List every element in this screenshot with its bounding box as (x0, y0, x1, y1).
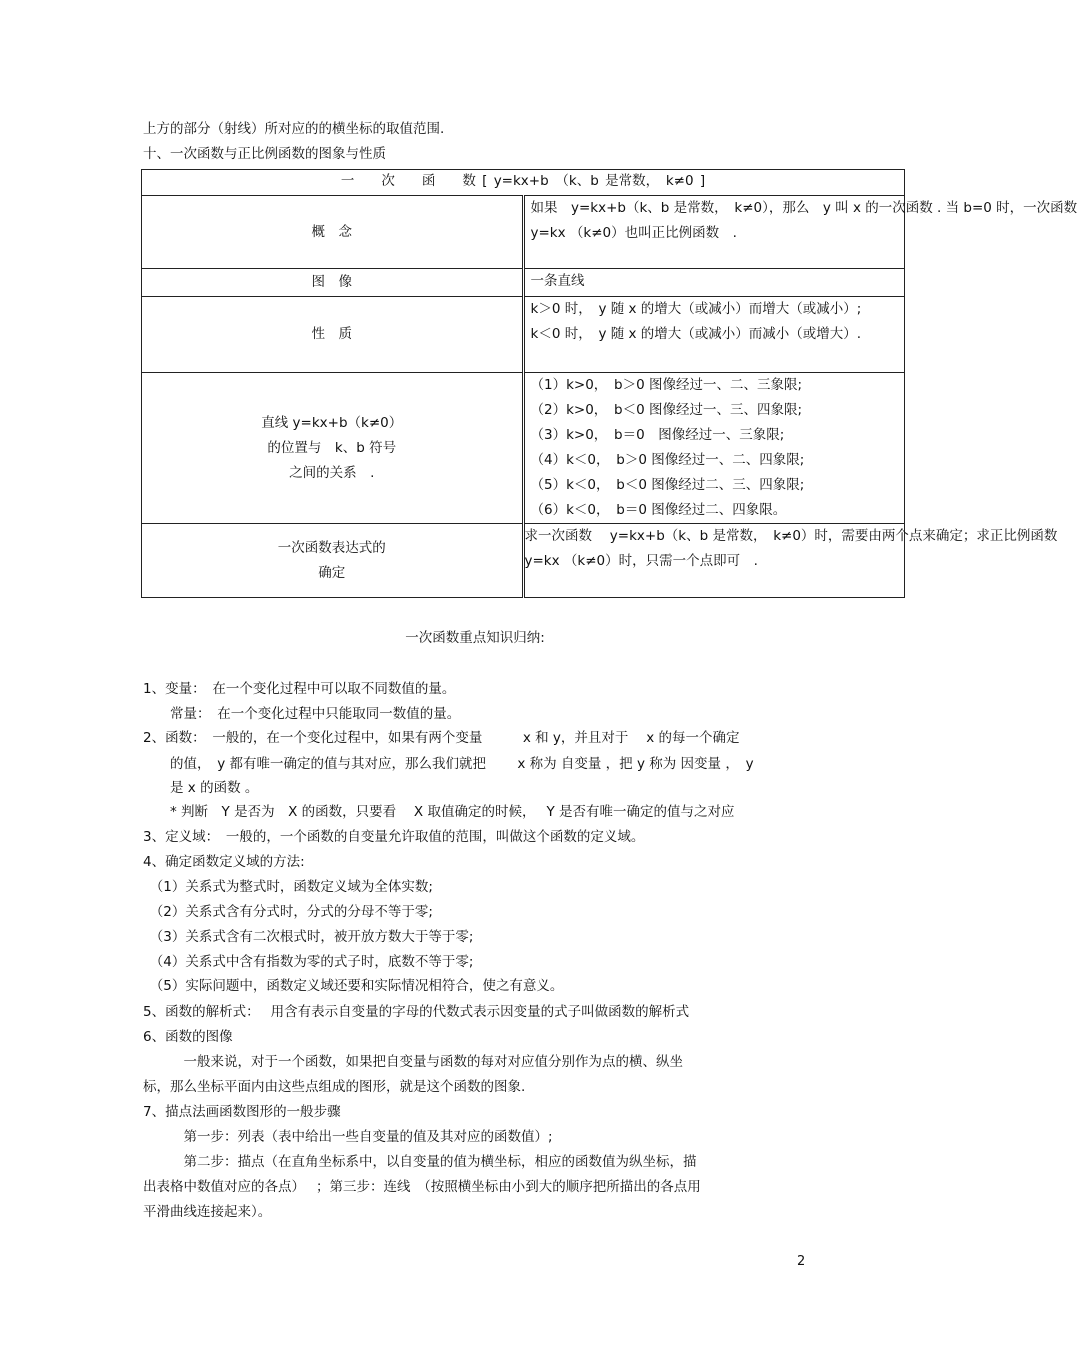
row-label-position (142, 373, 524, 524)
body-line-8: 4、确定函数定义域的方法: (143, 854, 305, 870)
expression-label-line-1: 一次函数表达式的 (277, 539, 386, 556)
row-label-graph: 图 像 (142, 269, 524, 297)
position-case-2: （2）k>0， b＜0 图像经过一、三、四象限; (530, 402, 803, 418)
table-row-graph (142, 269, 905, 297)
body-line-17: 标，那么坐标平面内由这些点组成的图形，就是这个函数的图象. (143, 1079, 526, 1095)
body-line-22: 平滑曲线连接起来）。 (143, 1204, 272, 1220)
expression-line-2: y=kx （k≠0）时，只需一个点即可 . (524, 553, 758, 569)
row-value-expression (523, 524, 1058, 598)
position-case-1: （1）k>0， b＞0 图像经过一、二、三象限; (530, 377, 803, 393)
property-line-1: k＞0 时， y 随 x 的增大（或减小）而增大（或减小）; (530, 301, 862, 317)
table-row-expression (142, 524, 905, 598)
body-line-14: 5、函数的解析式： 用含有表示自变量的字母的代数式表示因变量的式子叫做函数的解析式 (143, 1004, 690, 1020)
row-value-graph (523, 269, 905, 297)
property-line-2: k＜0 时， y 随 x 的增大（或减小）而减小（或增大）. (530, 326, 862, 342)
intro-line: 上方的部分（射线）所对应的的横坐标的取值范围. (143, 121, 445, 137)
position-case-4: （4）k＜0， b＞0 图像经过一、二、四象限; (530, 452, 805, 468)
body-line-1: 1、变量： 在一个变化过程中可以取不同数值的量。 (143, 681, 456, 697)
function-properties-table (141, 169, 1077, 598)
position-case-5: （5）k＜0， b＜0 图像经过二、三、四象限; (530, 477, 805, 493)
body-line-11: （3）关系式含有二次根式时，被开放方数大于等于零; (143, 929, 474, 945)
table-header: 一 次 函 数 [ y=kx+b （k、b 是常数， k≠0 ] (142, 170, 905, 196)
body-line-18: 7、描点法画函数图形的一般步骤 (143, 1104, 341, 1120)
row-label-expression (142, 524, 524, 598)
row-value-properties (523, 297, 905, 373)
body-line-12: （4）关系式中含有指数为零的式子时，底数不等于零; (143, 954, 474, 970)
position-case-3: （3）k>0， b＝0 图像经过一、三象限; (530, 427, 785, 443)
summary-title: 一次函数重点知识归纳: (405, 630, 545, 646)
position-case-6: （6）k＜0， b＝0 图像经过二、四象限。 (530, 502, 787, 518)
body-line-10: （2）关系式含有分式时，分式的分母不等于零; (143, 904, 433, 920)
table-row-position (142, 373, 905, 524)
concept-line-1: 如果 y=kx+b（k、b 是常数， k≠0），那么 y 叫 x 的一次函数 . 当 b=0 时，一次函数 (530, 200, 1077, 216)
body-line-9: （1）关系式为整式时，函数定义域为全体实数; (143, 879, 433, 895)
body-line-15: 6、函数的图像 (143, 1029, 233, 1045)
body-line-21: 出表格中数值对应的各点） ；第三步：连线 （按照横坐标由小到大的顺序把所描出的各点用 (143, 1179, 701, 1195)
page-number: 2 (797, 1254, 806, 1269)
concept-line-2: y=kx （k≠0）也叫正比例函数 . (530, 225, 737, 241)
body-line-19: 第一步：列表（表中给出一些自变量的值及其对应的函数值）; (143, 1129, 553, 1145)
body-line-7: 3、定义域： 一般的，一个函数的自变量允许取值的范围，叫做这个函数的定义域。 (143, 829, 645, 845)
body-line-3: 2、函数： 一般的，在一个变化过程中，如果有两个变量 x 和 y，并且对于 x 的每一个确定 (143, 730, 740, 746)
body-line-2: 常量： 在一个变化过程中只能取同一数值的量。 (143, 706, 461, 722)
position-label-line-1: 直线 y=kx+b（k≠0） (261, 414, 403, 431)
body-line-13: （5）实际问题中，函数定义域还要和实际情况相符合，使之有意义。 (143, 978, 564, 994)
row-value-concept (523, 196, 1077, 269)
body-line-5: 是 x 的函数 。 (143, 780, 259, 796)
expression-label-line-2: 确定 (318, 564, 346, 581)
body-line-16: 一般来说，对于一个函数，如果把自变量与函数的每对对应值分别作为点的横、纵坐 (143, 1054, 683, 1070)
body-line-20: 第二步：描点（在直角坐标系中，以自变量的值为横坐标，相应的函数值为纵坐标，描 (143, 1154, 697, 1170)
row-value-position (523, 373, 905, 524)
body-line-4: 的值， y 都有唯一确定的值与其对应，那么我们就把 x 称为 自变量 ，把 y 称为 因变量 ， y (143, 756, 754, 772)
table-row-properties (142, 297, 905, 373)
position-label-line-2: 的位置与 k、b 符号 (267, 439, 397, 456)
position-label-line-3: 之间的关系 . (289, 464, 375, 481)
body-line-6: * 判断 Y 是否为 X 的函数，只要看 X 取值确定的时候， Y 是否有唯一确定的值与之对应 (143, 804, 735, 820)
table-header-row (142, 170, 905, 196)
graph-line-1: 一条直线 (530, 273, 585, 289)
row-label-properties: 性 质 (142, 297, 524, 373)
section-heading: 十、一次函数与正比例函数的图象与性质 (143, 146, 386, 162)
expression-line-1: 求一次函数 y=kx+b（k、b 是常数， k≠0）时，需要由两个点来确定；求正比例函数 (524, 528, 1058, 544)
row-label-concept: 概 念 (142, 196, 524, 269)
table-row-concept (142, 196, 905, 269)
